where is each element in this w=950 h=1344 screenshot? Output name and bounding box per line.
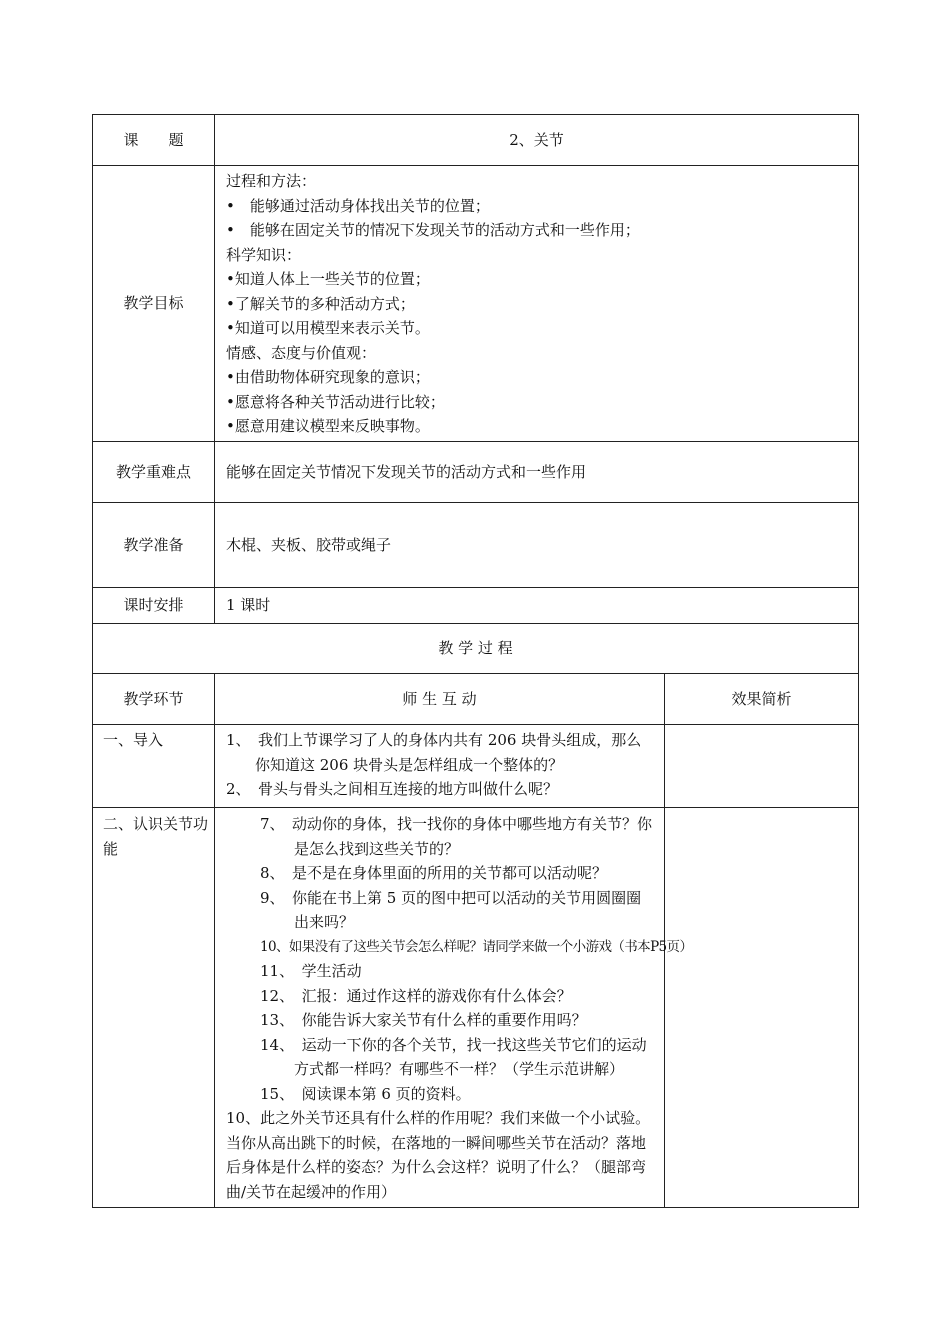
key-points-label: 教学重难点	[93, 442, 215, 503]
goal-line: •知道可以用模型来表示关节。	[226, 319, 430, 337]
process-title: 教 学 过 程	[93, 624, 859, 674]
lesson-plan-document	[92, 114, 858, 1208]
header-effect: 效果简析	[665, 674, 859, 725]
goals-content	[215, 166, 859, 442]
key-points-row	[93, 442, 859, 503]
function-item: 7、 动动你的身体，找一找你的身体中哪些地方有关节？你是怎么找到这些关节的？	[260, 815, 653, 858]
function-item: 15、 阅读课本第 6 页的资料。	[260, 1084, 471, 1103]
schedule-row	[93, 588, 859, 624]
topic-value: 2、关节	[215, 115, 859, 166]
goal-line: •知道人体上一些关节的位置；	[226, 270, 430, 288]
goal-line: • 能够在固定关节的情况下发现关节的活动方式和一些作用；	[226, 221, 640, 239]
function-item: 10、如果没有了这些关节会怎么样呢？请同学来做一个小游戏（书本P5页）	[260, 938, 693, 955]
function-item: 14、 运动一下你的各个关节，找一找这些关节它们的运动方式都一样吗？有哪些不一样？（学生示范讲解）	[260, 1035, 647, 1078]
goals-row	[93, 166, 859, 442]
topic-row	[93, 115, 859, 166]
goal-line: •由借助物体研究现象的意识；	[226, 368, 430, 386]
key-points-value: 能够在固定关节情况下发现关节的活动方式和一些作用	[215, 442, 859, 503]
stage-intro: 一、导入	[93, 725, 215, 808]
header-stage: 教学环节	[93, 674, 215, 725]
stage-function: 二、认识关节功能	[93, 808, 215, 1208]
schedule-label: 课时安排	[93, 588, 215, 624]
function-item: 8、 是不是在身体里面的所用的关节都可以活动呢？	[260, 864, 608, 882]
goal-line: 情感、态度与价值观：	[226, 343, 377, 362]
preparation-row	[93, 503, 859, 588]
goal-line: •了解关节的多种活动方式；	[226, 294, 415, 313]
goal-line: 过程和方法：	[226, 172, 317, 190]
intro-item: 1、 我们上节课学习了人的身体内共有 206 块骨头组成，那么你知道这 206 块骨头是怎样组成一个整体的？	[226, 731, 642, 774]
intro-item: 2、 骨头与骨头之间相互连接的地方叫做什么呢？	[226, 780, 559, 798]
process-header-row	[93, 674, 859, 725]
header-interaction: 师 生 互 动	[215, 674, 665, 725]
goal-line: 科学知识：	[226, 245, 302, 264]
function-item: 11、 学生活动	[260, 962, 362, 980]
function-closing: 10、此之外关节还具有什么样的作用呢？我们来做一个小试验。当你从高出跳下的时候，在落地的一瞬间哪些关节在活动？落地后身体是什么样的姿态？为什么会这样？说明了什么？（腿部弯曲/关节在起缓冲的作用）	[226, 1109, 651, 1201]
topic-label: 课 题	[93, 115, 215, 166]
function-effect-cell	[665, 808, 859, 1208]
section-function-row	[93, 808, 859, 1208]
section-intro-row	[93, 725, 859, 808]
function-item: 9、 你能在书上第 5 页的图中把可以活动的关节用圆圈圈出来吗？	[260, 888, 642, 931]
schedule-value: 1 课时	[215, 588, 859, 624]
preparation-label: 教学准备	[93, 503, 215, 588]
lesson-plan-table	[92, 114, 859, 1208]
goal-line: • 能够通过活动身体找出关节的位置；	[226, 196, 490, 215]
function-items	[215, 808, 693, 1208]
intro-items	[215, 725, 665, 808]
goals-label: 教学目标	[93, 166, 215, 442]
process-title-row	[93, 624, 859, 674]
goal-line: •愿意将各种关节活动进行比较；	[226, 392, 445, 411]
function-item: 13、 你能告诉大家关节有什么样的重要作用吗？	[260, 1011, 587, 1029]
function-item: 12、 汇报：通过作这样的游戏你有什么体会？	[260, 986, 572, 1005]
goal-line: •愿意用建议模型来反映事物。	[226, 417, 430, 435]
intro-effect-cell	[665, 725, 859, 808]
preparation-value: 木棍、夹板、胶带或绳子	[215, 503, 859, 588]
